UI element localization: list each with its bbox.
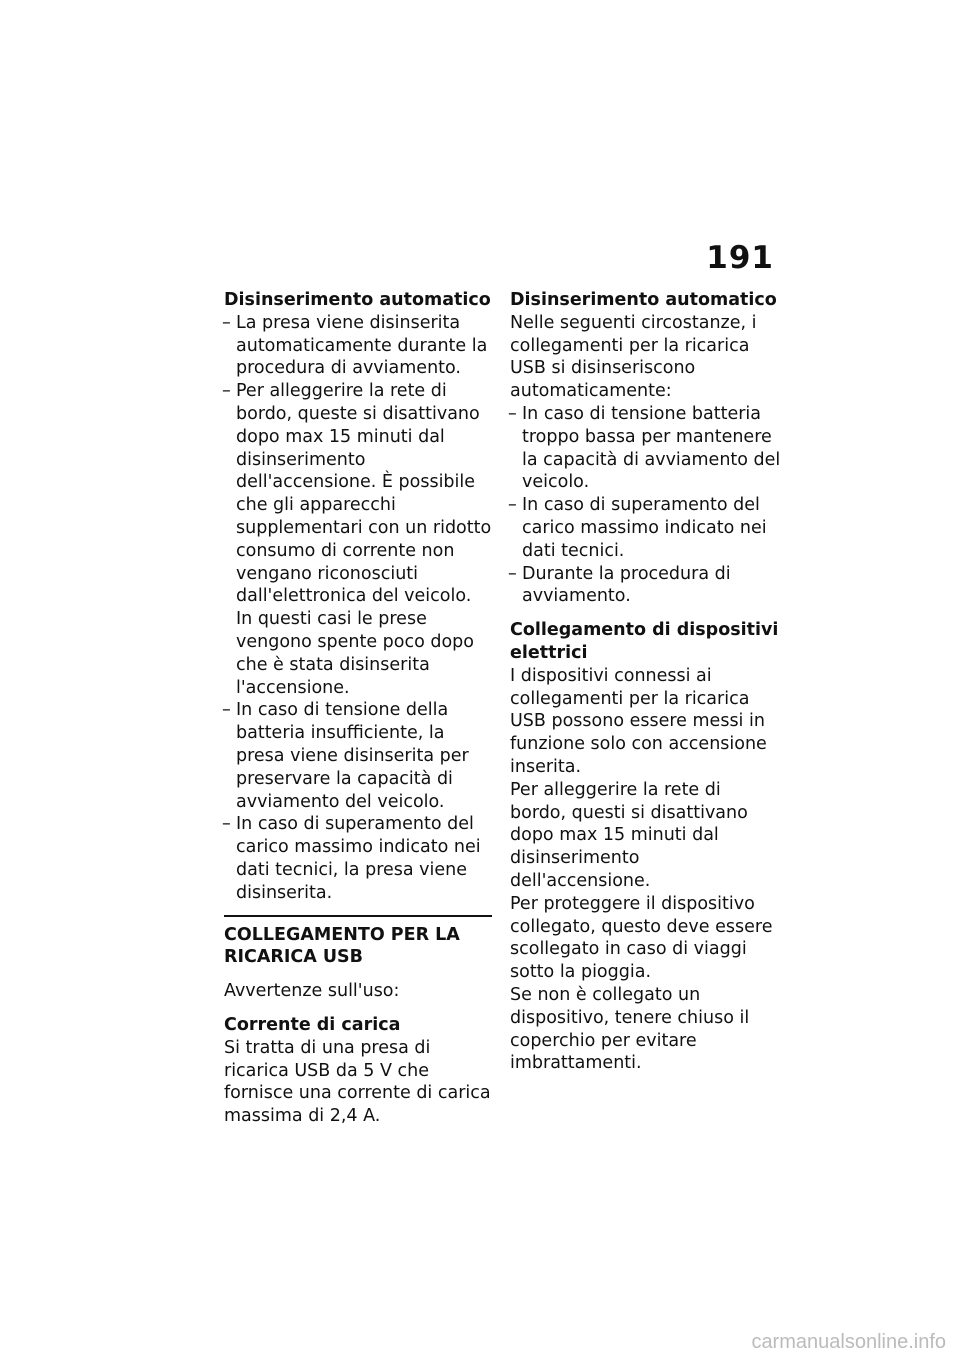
left-column xyxy=(224,289,492,1128)
list-item: – La presa viene disinserita automaticamente durante la procedura di avviamento. xyxy=(224,312,492,380)
list-item: – In caso di tensione della batteria insufficiente, la presa viene disinserita per preservare la capacità di avviamento del veicolo. xyxy=(224,699,492,813)
list-item: – In caso di superamento del carico massimo indicato nei dati tecnici, la presa viene disinserita. xyxy=(224,813,492,904)
list-item: – In caso di superamento del carico massimo indicato nei dati tecnici. xyxy=(510,494,782,562)
heading-charging-current: Corrente di carica xyxy=(224,1014,401,1035)
right-column xyxy=(510,289,782,1075)
charging-current-text: Si tratta di una presa di ricarica USB da 5 V che fornisce una corrente di carica massima di 2,4 A. xyxy=(224,1037,491,1127)
list-item: – In caso di tensione batteria troppo bassa per mantenere la capacità di avviamento del veicolo. xyxy=(510,403,782,494)
heading-automatic-shutoff-usb: Disinserimento automatico xyxy=(510,290,777,310)
usage-notes-intro: Avvertenze sull'uso: xyxy=(224,981,400,1002)
section-title-usb: COLLEGAMENTO PER LA RICARICA USB xyxy=(224,924,460,968)
page-number: 191 xyxy=(706,240,774,276)
list-item: – Per alleggerire la rete di bordo, queste si disattivano dopo max 15 minuti dal disinserimento dell'accensione. È possibile che gli apparecchi supplementari con un ridotto consumo di corrente non vengano riconosciuti dall'elettronica del veicolo. In questi casi le prese vengono spente poco dopo che è stata disinserita l'accensione. xyxy=(224,380,492,699)
paragraph: Per proteggere il dispositivo collegato, questo deve essere scollegato in caso di viaggi sotto la pioggia. xyxy=(510,893,773,983)
usb-shutoff-list xyxy=(510,403,782,608)
watermark: carmanualsonline.info xyxy=(751,1331,946,1353)
heading-automatic-shutoff: Disinserimento automatico xyxy=(224,290,491,310)
list-item: – Durante la procedura di avviamento. xyxy=(510,563,782,609)
section-divider xyxy=(224,915,492,970)
paragraph: Per alleggerire la rete di bordo, questi si disattivano dopo max 15 minuti dal disinserimento dell'accensione. xyxy=(510,779,748,891)
heading-connecting-devices: Collegamento di dispositivi elettrici xyxy=(510,620,779,663)
paragraph: Se non è collegato un dispositivo, tenere chiuso il coperchio per evitare imbrattamenti. xyxy=(510,984,750,1074)
shutoff-intro: Nelle seguenti circostanze, i collegamenti per la ricarica USB si disinseriscono automaticamente: xyxy=(510,312,757,402)
shutoff-conditions-list xyxy=(224,312,492,905)
paragraph: I dispositivi connessi ai collegamenti per la ricarica USB possono essere messi in funzione solo con accensione inserita. xyxy=(510,665,767,777)
